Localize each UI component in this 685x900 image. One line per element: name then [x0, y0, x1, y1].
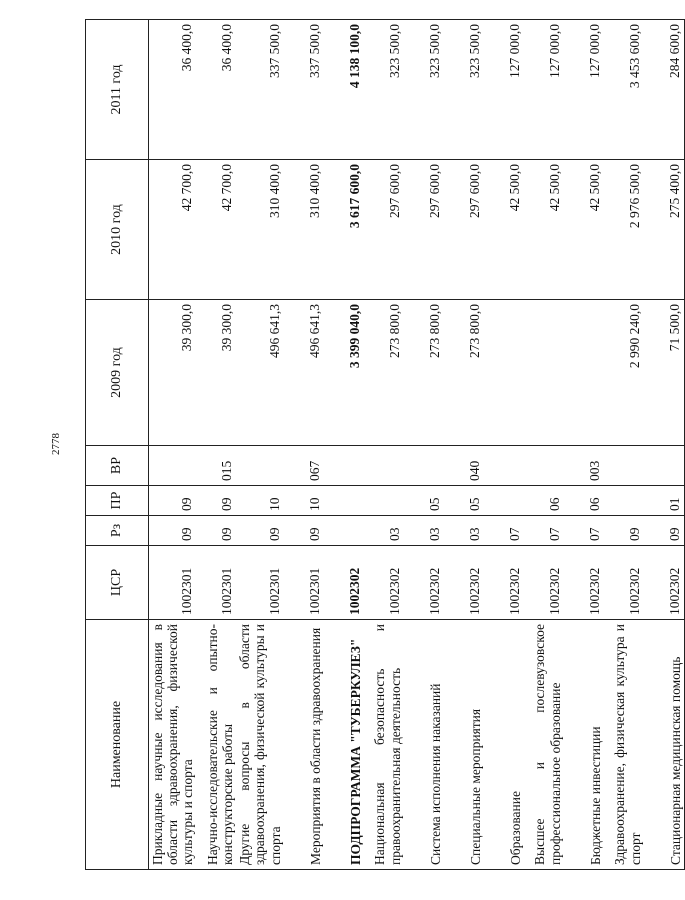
header-2009: 2009 год: [86, 300, 149, 446]
table-row: [604, 20, 644, 870]
cell-rz: 03: [404, 516, 444, 546]
cell-csr: 1002301: [196, 546, 236, 620]
cell-y2011: 127 000,0: [484, 20, 524, 160]
cell-rz: [324, 516, 364, 546]
cell-name: Научно-исследовательские и опытно-конструкторские работы: [196, 620, 236, 870]
cell-csr: 1002302: [604, 546, 644, 620]
cell-pr: 10: [284, 486, 324, 516]
cell-name: Система исполнения наказаний: [404, 620, 444, 870]
cell-y2009: 71 500,0: [644, 300, 685, 446]
cell-rz: 03: [364, 516, 404, 546]
cell-y2011: 36 400,0: [149, 20, 197, 160]
cell-csr: 1002301: [284, 546, 324, 620]
cell-csr: 1002302: [644, 546, 685, 620]
budget-table: [85, 19, 685, 870]
cell-y2010: 42 500,0: [524, 160, 564, 300]
cell-name: Стационарная медицинская помощь: [644, 620, 685, 870]
header-pr: ПР: [86, 486, 149, 516]
cell-vr: [484, 446, 524, 486]
header-2010: 2010 год: [86, 160, 149, 300]
cell-name: Другие вопросы в области здравоохранения, физической культуры и спорта: [236, 620, 283, 870]
cell-vr: [364, 446, 404, 486]
cell-y2011: 127 000,0: [524, 20, 564, 160]
cell-y2009: 39 300,0: [149, 300, 197, 446]
table-row: [364, 20, 404, 870]
cell-y2009: [564, 300, 604, 446]
cell-vr: [644, 446, 685, 486]
header-csr: ЦСР: [86, 546, 149, 620]
cell-y2010: 2 976 500,0: [604, 160, 644, 300]
table-row: [644, 20, 685, 870]
budget-table-container: [85, 20, 683, 870]
cell-csr: 1002302: [564, 546, 604, 620]
cell-pr: 05: [444, 486, 484, 516]
cell-y2010: 3 617 600,0: [324, 160, 364, 300]
table-row: [484, 20, 524, 870]
cell-rz: 09: [644, 516, 685, 546]
cell-rz: 09: [196, 516, 236, 546]
cell-rz: 09: [604, 516, 644, 546]
cell-y2010: 42 700,0: [196, 160, 236, 300]
cell-rz: 09: [236, 516, 283, 546]
cell-rz: 03: [444, 516, 484, 546]
cell-y2011: 3 453 600,0: [604, 20, 644, 160]
cell-name: Высшее и послевузовское профессиональное образование: [524, 620, 564, 870]
table-row: [524, 20, 564, 870]
cell-csr: 1002302: [484, 546, 524, 620]
cell-pr: 09: [149, 486, 197, 516]
cell-rz: 07: [484, 516, 524, 546]
cell-y2011: 4 138 100,0: [324, 20, 364, 160]
cell-csr: 1002301: [236, 546, 283, 620]
cell-y2009: 3 399 040,0: [324, 300, 364, 446]
cell-csr: 1002302: [404, 546, 444, 620]
cell-pr: [364, 486, 404, 516]
header-vr: ВР: [86, 446, 149, 486]
cell-pr: 06: [524, 486, 564, 516]
cell-y2010: 310 400,0: [236, 160, 283, 300]
cell-name: Мероприятия в области здравоохранения: [284, 620, 324, 870]
cell-csr: 1002301: [149, 546, 197, 620]
cell-y2010: 297 600,0: [444, 160, 484, 300]
cell-pr: [484, 486, 524, 516]
table-row: [404, 20, 444, 870]
header-name: Наименование: [86, 620, 149, 870]
cell-y2011: 323 500,0: [404, 20, 444, 160]
cell-y2011: 337 500,0: [284, 20, 324, 160]
table-row: [149, 20, 197, 870]
cell-y2010: 297 600,0: [404, 160, 444, 300]
cell-y2011: 127 000,0: [564, 20, 604, 160]
cell-pr: 05: [404, 486, 444, 516]
cell-pr: 01: [644, 486, 685, 516]
table-row: [236, 20, 283, 870]
cell-pr: 10: [236, 486, 283, 516]
cell-csr: 1002302: [324, 546, 364, 620]
cell-pr: 06: [564, 486, 604, 516]
table-row: [324, 20, 364, 870]
header-row: [86, 20, 149, 870]
cell-vr: 040: [444, 446, 484, 486]
cell-name: Специальные мероприятия: [444, 620, 484, 870]
cell-y2009: [524, 300, 564, 446]
cell-rz: 07: [564, 516, 604, 546]
cell-rz: 09: [149, 516, 197, 546]
cell-vr: 067: [284, 446, 324, 486]
cell-y2009: 39 300,0: [196, 300, 236, 446]
cell-rz: 09: [284, 516, 324, 546]
cell-vr: [604, 446, 644, 486]
cell-y2009: [484, 300, 524, 446]
cell-y2010: 275 400,0: [644, 160, 685, 300]
table-row: [196, 20, 236, 870]
cell-y2009: 273 800,0: [364, 300, 404, 446]
cell-vr: 015: [196, 446, 236, 486]
cell-vr: [149, 446, 197, 486]
table-row: [564, 20, 604, 870]
cell-y2011: 337 500,0: [236, 20, 283, 160]
cell-y2010: 42 500,0: [484, 160, 524, 300]
header-rz: Рз: [86, 516, 149, 546]
cell-vr: [524, 446, 564, 486]
table-row: [444, 20, 484, 870]
cell-vr: [236, 446, 283, 486]
cell-y2010: 310 400,0: [284, 160, 324, 300]
cell-y2011: 36 400,0: [196, 20, 236, 160]
header-2011: 2011 год: [86, 20, 149, 160]
page-number: 2778: [50, 433, 62, 455]
cell-name: Прикладные научные исследования в области здравоохранения, физической культуры и спорта: [149, 620, 197, 870]
cell-y2011: 284 600,0: [644, 20, 685, 160]
cell-pr: 09: [196, 486, 236, 516]
cell-y2009: 496 641,3: [236, 300, 283, 446]
cell-vr: 003: [564, 446, 604, 486]
cell-y2009: 2 990 240,0: [604, 300, 644, 446]
cell-name: Национальная безопасность и правоохранительная деятельность: [364, 620, 404, 870]
cell-pr: [324, 486, 364, 516]
cell-y2009: 273 800,0: [444, 300, 484, 446]
cell-csr: 1002302: [444, 546, 484, 620]
cell-name: ПОДПРОГРАММА "ТУБЕРКУЛЕЗ": [324, 620, 364, 870]
table-row: [284, 20, 324, 870]
cell-y2010: 42 700,0: [149, 160, 197, 300]
cell-csr: 1002302: [524, 546, 564, 620]
cell-y2011: 323 500,0: [364, 20, 404, 160]
cell-vr: [404, 446, 444, 486]
cell-y2009: 496 641,3: [284, 300, 324, 446]
cell-y2009: 273 800,0: [404, 300, 444, 446]
cell-name: Здравоохранение, физическая культура и спорт: [604, 620, 644, 870]
cell-y2010: 297 600,0: [364, 160, 404, 300]
cell-name: Образование: [484, 620, 524, 870]
cell-name: Бюджетные инвестиции: [564, 620, 604, 870]
cell-vr: [324, 446, 364, 486]
cell-csr: 1002302: [364, 546, 404, 620]
cell-rz: 07: [524, 516, 564, 546]
cell-y2010: 42 500,0: [564, 160, 604, 300]
cell-pr: [604, 486, 644, 516]
cell-y2011: 323 500,0: [444, 20, 484, 160]
table-body: [149, 20, 685, 870]
